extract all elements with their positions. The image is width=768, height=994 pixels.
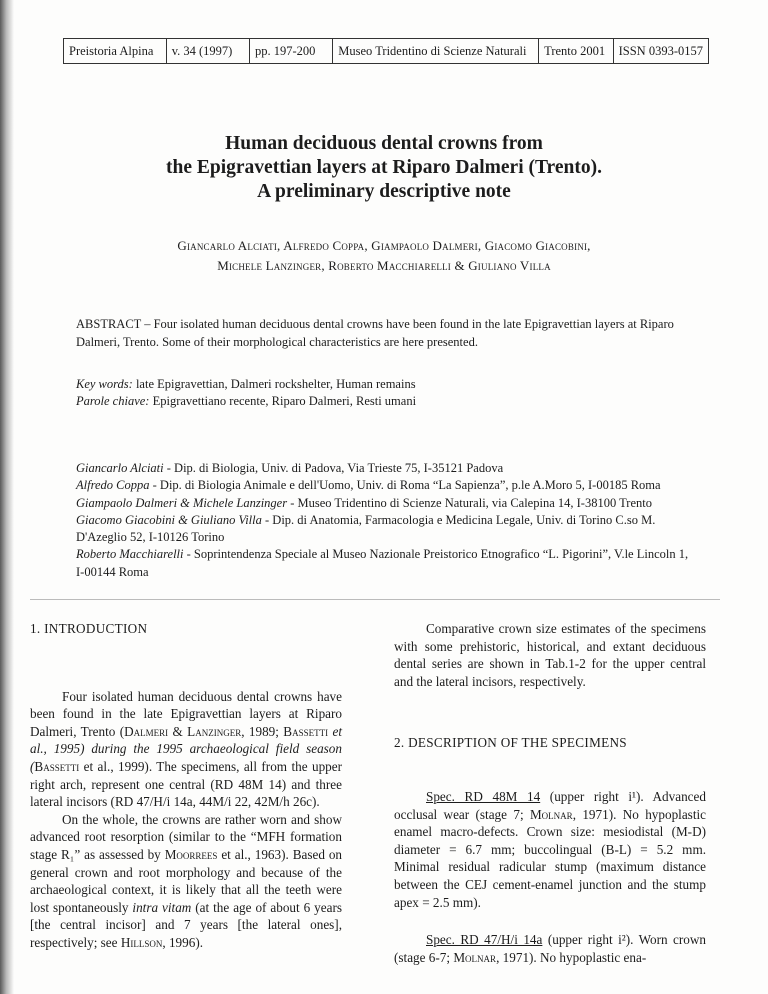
affiliation-name: Giampaolo Dalmeri & Michele Lanzinger	[76, 495, 288, 510]
affiliation-item	[76, 460, 696, 477]
scan-edge-shadow	[0, 0, 14, 994]
parole-chiave-label: Parole chiave:	[76, 394, 150, 408]
affiliation-address: - Soprintendenza Speciale al Museo Nazionale Preistorico Etnografico “L. Pigorini”, V.le Lincoln 1, I-00144 Roma	[76, 547, 689, 579]
journal-issn: ISSN 0393-0157	[618, 43, 703, 58]
affiliation-address: - Dip. di Biologia Animale e dell'Uomo, Univ. di Roma “La Sapienza”, p.le A.Moro 5, I-00185 Roma	[149, 478, 661, 493]
abstract: ABSTRACT – Four isolated human deciduous dental crowns have been found in the late Epigravettian layers at Riparo Dalmeri, Trento. Some of their morphological characteristics are here presented.	[76, 317, 674, 349]
keywords-text: late Epigravettian, Dalmeri rockshelter, Human remains	[132, 377, 416, 391]
title-line-2: the Epigravettian layers at Riparo Dalmeri (Trento).	[166, 157, 602, 178]
section-heading-introduction: 1. INTRODUCTION	[30, 621, 148, 636]
journal-name: Preistoria Alpina	[64, 39, 167, 63]
affiliation-address: - Museo Tridentino di Scienze Naturali, via Calepina 14, I-38100 Trento	[287, 495, 652, 510]
intro-paragraph-1: Four isolated human deciduous dental crowns have been found in the late Epigravettian layers at Riparo Dalmeri, Trento (Dalmeri & Lanzinger, 1989; Bassetti et al., 1995) during the 1995 archaeological field season (Bassetti et al., 1999). The specimens, all from the upper right arch, represent one central (RD 48M 14) and three lateral incisors (RD 47/H/i 14a, 44M/i 22, 42M/h 26c).	[30, 688, 342, 810]
citation: Bassetti	[283, 723, 329, 739]
paper-title	[100, 132, 668, 204]
affiliation-item	[76, 477, 696, 494]
right-column	[394, 620, 706, 966]
citation: Bassetti	[34, 758, 80, 774]
title-line-3: A preliminary descriptive note	[257, 181, 511, 202]
citation: Molnar	[453, 949, 497, 965]
keywords-block	[76, 376, 696, 410]
affiliation-address: - Dip. di Biologia, Univ. di Padova, Via Trieste 75, I-35121 Padova	[163, 461, 504, 475]
journal-publisher: Museo Tridentino di Scienze Naturali	[333, 39, 539, 63]
affiliation-address: - Dip. di Anatomia, Farmacologia e Medicina Legale, Univ. di Torino C.so M. D'Azeglio 52, I-10126 Torino	[76, 512, 656, 545]
left-column	[30, 620, 342, 952]
keywords-it	[76, 393, 696, 410]
affiliation-item	[76, 546, 696, 581]
specimen-2-paragraph: Spec. RD 47/H/i 14a (upper right i²). Worn crown (stage 6-7; Molnar, 1971). No hypoplastic ena-	[394, 932, 706, 965]
citation: Moorrees	[164, 846, 218, 862]
section-heading-description: 2. DESCRIPTION OF THE SPECIMENS	[394, 735, 627, 751]
affiliation-name: Roberto Macchiarelli	[76, 547, 184, 562]
journal-volume: v. 34 (1997)	[167, 39, 250, 63]
parole-chiave-text: Epigravettiano recente, Riparo Dalmeri, Resti umani	[149, 394, 417, 408]
keywords-en	[76, 376, 696, 393]
comparison-paragraph: Comparative crown size estimates of the specimens with some prehistoric, historical, and extant deciduous dental series are shown in Tab.1-2 for the upper central and the lateral incisors, respectively.	[394, 621, 706, 689]
journal-place-year: Trento 2001	[539, 39, 613, 63]
affiliation-name: Giacomo Giacobini & Giuliano Villa	[76, 512, 262, 527]
affiliation-name: Alfredo Coppa	[76, 478, 150, 493]
affiliation-item	[76, 512, 696, 547]
citation: Molnar	[529, 806, 573, 822]
authors-line-1: Giancarlo Alciati, Alfredo Coppa, Giampaolo Dalmeri, Giacomo Giacobini,	[177, 238, 591, 253]
journal-pages: pp. 197-200	[250, 39, 333, 63]
affiliation-item	[76, 495, 696, 512]
specimen-1-paragraph: Spec. RD 48M 14 (upper right i¹). Advanced occlusal wear (stage 7; Molnar, 1971). No hypoplastic enamel macro-defects. Crown size: mesiodistal (M-D) diameter = 6.7 mm; buccolingual (B-L) = 5.2 mm. Minimal residual radicular stump (maximum distance between the CEJ cement-enamel junction and the stump apex = 2.5 mm).	[394, 788, 706, 910]
intro-paragraph-2: On the whole, the crowns are rather worn and show advanced root resorption (similar to the “MFH formation stage R₁” as assessed by Moorrees et al., 1963). Based on general crown and root morphology and because of the archaeological context, it is likely that all the teeth were lost spontaneously intra vitam (at the age of about 6 years [the central incisor] and 7 years [the lateral ones], respectively; see Hillson, 1996).	[30, 811, 343, 950]
specimen-1-label: Spec. RD 48M 14	[426, 788, 541, 804]
citation: Hillson	[120, 934, 163, 950]
affiliation-name: Giancarlo Alciati	[76, 461, 164, 475]
section-divider	[30, 599, 720, 600]
title-line-1: Human deciduous dental crowns from	[225, 133, 543, 154]
citation: Dalmeri & Lanzinger	[124, 723, 242, 739]
author-list	[80, 236, 688, 276]
affiliations	[76, 460, 696, 581]
specimen-2-label: Spec. RD 47/H/i 14a	[426, 932, 543, 948]
journal-header	[63, 38, 709, 64]
keywords-label: Key words:	[76, 377, 133, 391]
authors-line-2: Michele Lanzinger, Roberto Macchiarelli & Giuliano Villa	[217, 258, 551, 273]
